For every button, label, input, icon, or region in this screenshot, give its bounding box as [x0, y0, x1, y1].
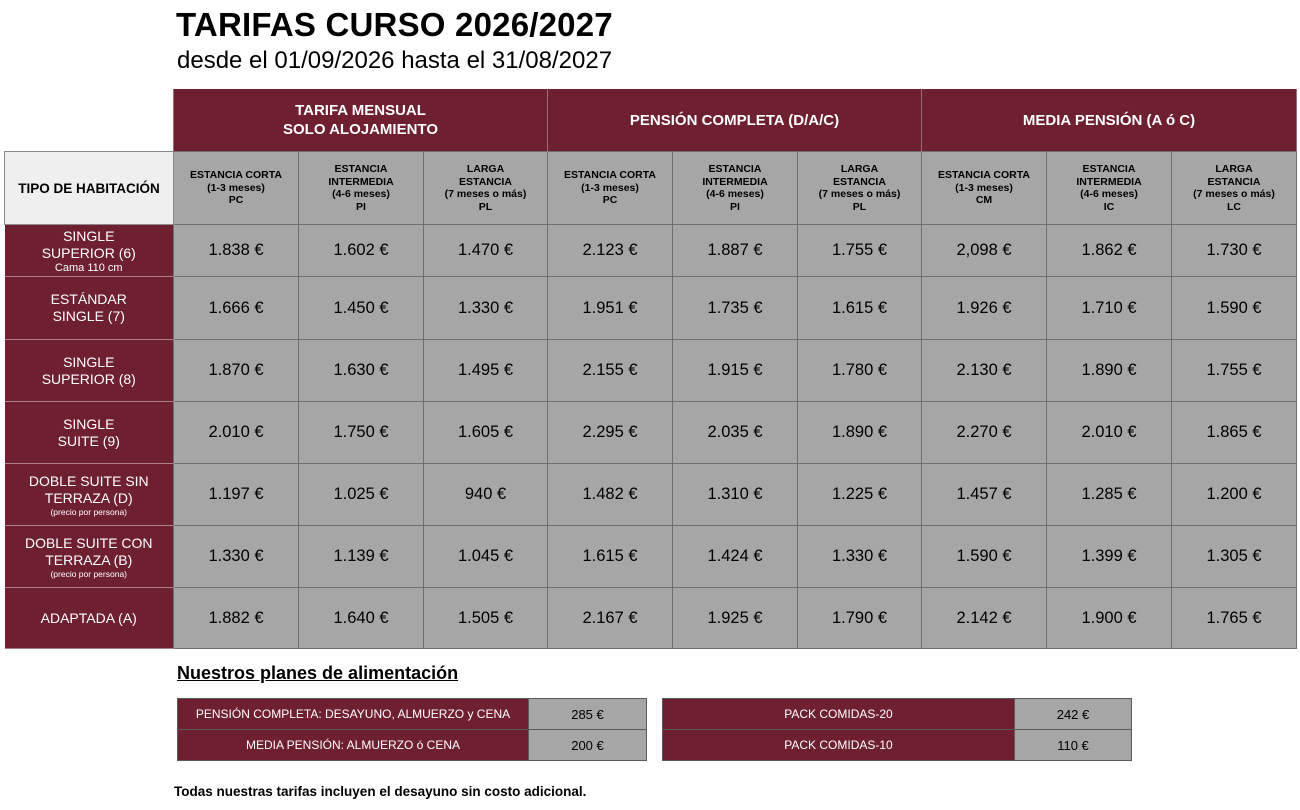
group-header-line: MEDIA PENSIÓN (A ó C) [1022, 111, 1196, 129]
meal-packs-table [662, 698, 1132, 761]
stay-length-line: ESTANCIA [1207, 175, 1261, 188]
stay-length-line: ESTANCIA CORTA [938, 169, 1030, 182]
stay-length-line: PL [478, 200, 493, 213]
room-type-label [5, 402, 174, 464]
table-row [5, 464, 1297, 526]
plan-label: PENSIÓN COMPLETA: DESAYUNO, ALMUERZO y CENA [178, 699, 529, 730]
stay-length-line: PC [602, 194, 618, 207]
price-cell: 2.167 € [548, 588, 673, 649]
group-header-line: SOLO ALOJAMIENTO [282, 121, 438, 138]
room-type-label [5, 588, 174, 649]
stay-length-line: IC [1103, 200, 1115, 213]
price-cell: 2.155 € [548, 340, 673, 402]
stay-length-line: PC [228, 194, 244, 207]
group-header-line: TARIFA MENSUAL [295, 102, 426, 119]
room-name-line: ADAPTADA (A) [40, 609, 137, 626]
table-row [5, 340, 1297, 402]
price-cell: 1.926 € [922, 277, 1047, 340]
price-cell: 2.295 € [548, 402, 673, 464]
price-cell: 1.765 € [1172, 588, 1297, 649]
group-header [174, 89, 548, 152]
price-cell: 1.139 € [299, 526, 424, 588]
stay-length-line: (4-6 meses) [1080, 188, 1138, 200]
group-header [922, 89, 1297, 152]
stay-length-header [1047, 152, 1172, 225]
price-cell: 1.330 € [424, 277, 548, 340]
room-type-label [5, 277, 174, 340]
table-row [5, 225, 1297, 277]
room-type-label [5, 526, 174, 588]
stay-length-header [424, 152, 548, 225]
room-name-line: SINGLE [63, 353, 115, 370]
room-name-line: SINGLE (7) [52, 308, 125, 324]
price-cell: 1.200 € [1172, 464, 1297, 526]
stay-length-line: LARGA [1215, 163, 1253, 175]
room-name-line: ESTÁNDAR [50, 291, 127, 307]
price-cell: 1.225 € [798, 464, 922, 526]
stay-length-line: CM [975, 194, 993, 207]
price-cell: 1.755 € [798, 225, 922, 277]
plan-label: MEDIA PENSIÓN: ALMUERZO ó CENA [178, 730, 529, 761]
stay-length-header [922, 152, 1047, 225]
stay-length-line: (1-3 meses) [955, 181, 1013, 194]
table-row [5, 402, 1297, 464]
stay-length-line: (7 meses o más) [1193, 188, 1275, 200]
group-header [548, 89, 922, 152]
room-name-line: SUPERIOR (8) [41, 370, 136, 387]
footnote: Todas nuestras tarifas incluyen el desayuno sin costo adicional. [174, 784, 587, 799]
stay-length-line: PL [852, 200, 867, 213]
plan-label: PACK COMIDAS-20 [663, 699, 1015, 730]
stay-length-header [673, 152, 798, 225]
price-cell: 1.862 € [1047, 225, 1172, 277]
price-cell: 2.010 € [1047, 402, 1172, 464]
stay-length-line: LARGA [840, 163, 879, 175]
stay-length-line: (7 meses o más) [444, 188, 527, 200]
price-cell: 1.470 € [424, 225, 548, 277]
stay-length-line: ESTANCIA CORTA [190, 169, 282, 182]
price-cell: 1.750 € [299, 402, 424, 464]
stay-length-line: (4-6 meses) [706, 188, 764, 200]
price-cell: 1.865 € [1172, 402, 1297, 464]
table-row [5, 588, 1297, 649]
stay-length-header [1172, 152, 1297, 225]
plan-price: 285 € [529, 699, 647, 730]
price-cell: 2.142 € [922, 588, 1047, 649]
room-note: (precio por persona) [50, 506, 128, 517]
price-cell: 1.925 € [673, 588, 798, 649]
stay-length-line: LC [1227, 200, 1241, 213]
price-cell: 1.630 € [299, 340, 424, 402]
price-cell: 1.838 € [174, 225, 299, 277]
price-cell: 1.330 € [174, 526, 299, 588]
price-cell: 1.457 € [922, 464, 1047, 526]
price-cell: 1.305 € [1172, 526, 1297, 588]
stay-length-header [299, 152, 424, 225]
table-row [5, 526, 1297, 588]
price-cell: 1.330 € [798, 526, 922, 588]
price-cell: 1.666 € [174, 277, 299, 340]
price-cell: 2.035 € [673, 402, 798, 464]
price-cell: 1.951 € [548, 277, 673, 340]
price-cell: 940 € [424, 464, 548, 526]
price-cell: 2.270 € [922, 402, 1047, 464]
stay-length-header [174, 152, 299, 225]
plan-row [663, 699, 1132, 730]
price-cell: 1.890 € [798, 402, 922, 464]
price-cell: 1.640 € [299, 588, 424, 649]
plan-label: PACK COMIDAS-10 [663, 730, 1015, 761]
plan-row [178, 730, 647, 761]
price-cell: 1.045 € [424, 526, 548, 588]
stay-length-line: ESTANCIA [708, 163, 762, 175]
stay-length-line: (4-6 meses) [332, 188, 390, 200]
stay-length-header [798, 152, 922, 225]
room-type-label [5, 225, 174, 277]
price-cell: 1.755 € [1172, 340, 1297, 402]
room-note: Cama 110 cm [54, 261, 123, 274]
price-cell: 1.505 € [424, 588, 548, 649]
price-cell: 2,098 € [922, 225, 1047, 277]
price-cell: 1.495 € [424, 340, 548, 402]
price-cell: 2.130 € [922, 340, 1047, 402]
stay-length-line: ESTANCIA CORTA [564, 169, 656, 182]
price-cell: 1.197 € [174, 464, 299, 526]
group-header-row [5, 89, 1297, 152]
stay-length-line: PI [356, 200, 366, 213]
plan-row [178, 699, 647, 730]
price-cell: 1.310 € [673, 464, 798, 526]
price-cell: 1.590 € [1172, 277, 1297, 340]
price-cell: 1.602 € [299, 225, 424, 277]
stay-length-header [548, 152, 673, 225]
price-cell: 1.900 € [1047, 588, 1172, 649]
stay-length-line: ESTANCIA [833, 175, 886, 188]
price-cell: 1.735 € [673, 277, 798, 340]
plans-title: Nuestros planes de alimentación [177, 663, 459, 683]
plan-price: 242 € [1015, 699, 1132, 730]
room-name-line: TERRAZA (B) [45, 551, 133, 568]
price-cell: 1.482 € [548, 464, 673, 526]
stay-length-line: (7 meses o más) [818, 188, 901, 200]
price-cell: 2.010 € [174, 402, 299, 464]
price-cell: 1.780 € [798, 340, 922, 402]
room-type-label [5, 340, 174, 402]
stay-length-line: INTERMEDIA [702, 175, 768, 188]
price-cell: 1.399 € [1047, 526, 1172, 588]
room-name-line: DOBLE SUITE SIN [28, 472, 149, 489]
stay-length-line: ESTANCIA [1082, 163, 1136, 175]
subheader-row [5, 152, 1297, 225]
group-header-line: PENSIÓN COMPLETA (D/A/C) [629, 111, 840, 129]
room-type-header: TIPO DE HABITACIÓN [5, 152, 174, 225]
price-cell: 1.424 € [673, 526, 798, 588]
rates-table [4, 89, 1297, 649]
price-cell: 1.590 € [922, 526, 1047, 588]
stay-length-line: PI [730, 200, 740, 213]
price-cell: 1.450 € [299, 277, 424, 340]
price-cell: 1.710 € [1047, 277, 1172, 340]
room-name-line: SINGLE [63, 415, 115, 432]
room-name-line: SUITE (9) [57, 432, 120, 449]
price-cell: 1.285 € [1047, 464, 1172, 526]
room-name-line: DOBLE SUITE CON [24, 534, 153, 551]
stay-length-line: INTERMEDIA [1076, 175, 1142, 188]
price-cell: 1.887 € [673, 225, 798, 277]
page-subtitle: desde el 01/09/2026 hasta el 31/08/2027 [177, 47, 613, 74]
meal-plans-table [177, 698, 647, 761]
price-cell: 1.730 € [1172, 225, 1297, 277]
page-title: TARIFAS CURSO 2026/2027 [176, 6, 613, 43]
price-cell: 1.605 € [424, 402, 548, 464]
stay-length-line: ESTANCIA [334, 163, 388, 175]
price-cell: 1.025 € [299, 464, 424, 526]
plan-price: 110 € [1015, 730, 1132, 761]
price-cell: 1.870 € [174, 340, 299, 402]
price-cell: 1.615 € [798, 277, 922, 340]
price-cell: 1.915 € [673, 340, 798, 402]
plan-row [663, 730, 1132, 761]
room-note: (precio por persona) [50, 568, 128, 579]
table-row [5, 277, 1297, 340]
stay-length-line: LARGA [466, 163, 505, 175]
price-cell: 2.123 € [548, 225, 673, 277]
price-cell: 1.615 € [548, 526, 673, 588]
room-name-line: SUPERIOR (6) [41, 244, 136, 261]
price-cell: 1.882 € [174, 588, 299, 649]
stay-length-line: ESTANCIA [459, 175, 512, 188]
plan-price: 200 € [529, 730, 647, 761]
room-type-label [5, 464, 174, 526]
stay-length-line: (1-3 meses) [581, 181, 639, 194]
price-cell: 1.890 € [1047, 340, 1172, 402]
stay-length-line: INTERMEDIA [328, 175, 394, 188]
empty-corner [5, 89, 174, 152]
price-cell: 1.790 € [798, 588, 922, 649]
stay-length-line: (1-3 meses) [207, 181, 265, 194]
room-name-line: TERRAZA (D) [44, 489, 133, 506]
room-name-line: SINGLE [63, 227, 115, 244]
